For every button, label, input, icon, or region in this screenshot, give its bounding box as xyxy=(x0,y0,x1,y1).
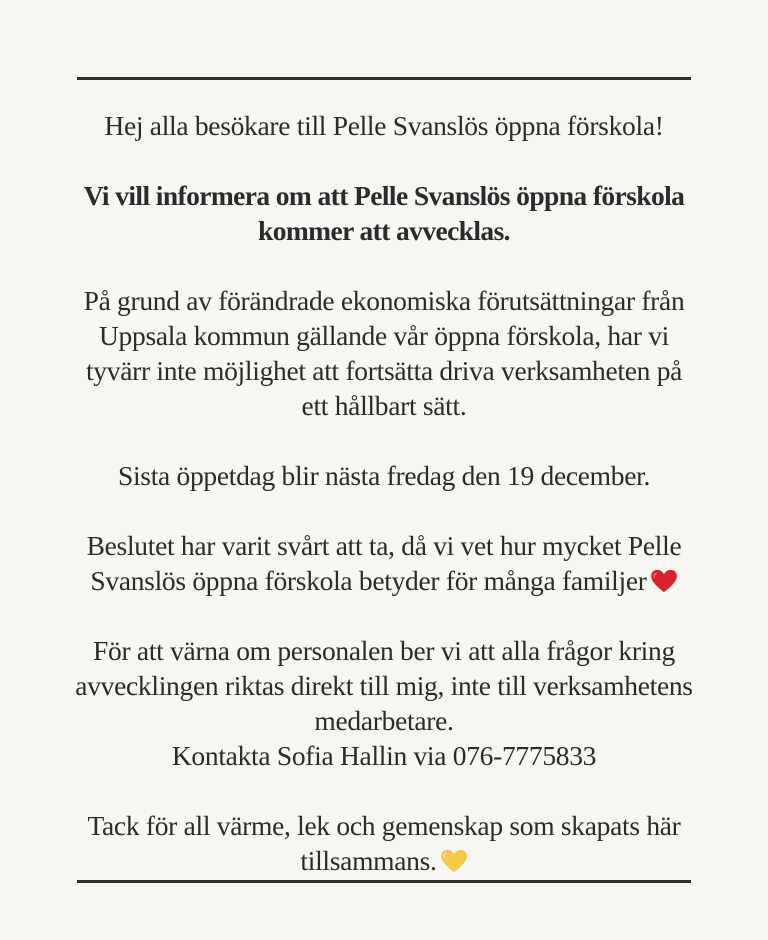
questions-line-3: medarbetare. xyxy=(314,705,454,736)
thanks-line-2 xyxy=(30,843,738,878)
top-divider xyxy=(77,77,691,80)
headline-line-2: kommer att avvecklas. xyxy=(258,215,510,246)
bottom-divider xyxy=(77,880,691,883)
questions-line-1: För att värna om personalen ber vi att alla frågor kring xyxy=(93,635,675,666)
decision-line-2-text: Svanslös öppna förskola betyder för många familjer xyxy=(90,565,647,596)
decision-line-2 xyxy=(30,563,738,598)
decision-line-1: Beslutet har varit svårt att ta, då vi vet hur mycket Pelle xyxy=(86,530,682,561)
reason-line-1: På grund av förändrade ekonomiska förutsättningar från xyxy=(83,285,685,316)
reason-line-4: ett hållbart sätt. xyxy=(301,390,467,421)
thanks-line-1: Tack för all värme, lek och gemenskap som skapats här xyxy=(87,810,681,841)
greeting: Hej alla besökare till Pelle Svanslös öppna förskola! xyxy=(104,110,664,141)
red-heart-icon xyxy=(650,569,678,593)
reason-line-2: Uppsala kommun gällande vår öppna förskola, har vi xyxy=(99,320,669,351)
thanks-line-2-text: tillsammans. xyxy=(300,845,437,876)
yellow-heart-icon xyxy=(440,849,468,873)
last-day: Sista öppetdag blir nästa fredag den 19 december. xyxy=(117,460,651,491)
headline-line-1: Vi vill informera om att Pelle Svanslös öppna förskola xyxy=(83,180,685,211)
announcement xyxy=(30,108,738,878)
contact: Kontakta Sofia Hallin via 076-7775833 xyxy=(171,740,597,771)
questions-line-2: avvecklingen riktas direkt till mig, inte till verksamhetens xyxy=(75,670,693,701)
reason-line-3: tyvärr inte möjlighet att fortsätta driva verksamheten på xyxy=(85,355,683,386)
